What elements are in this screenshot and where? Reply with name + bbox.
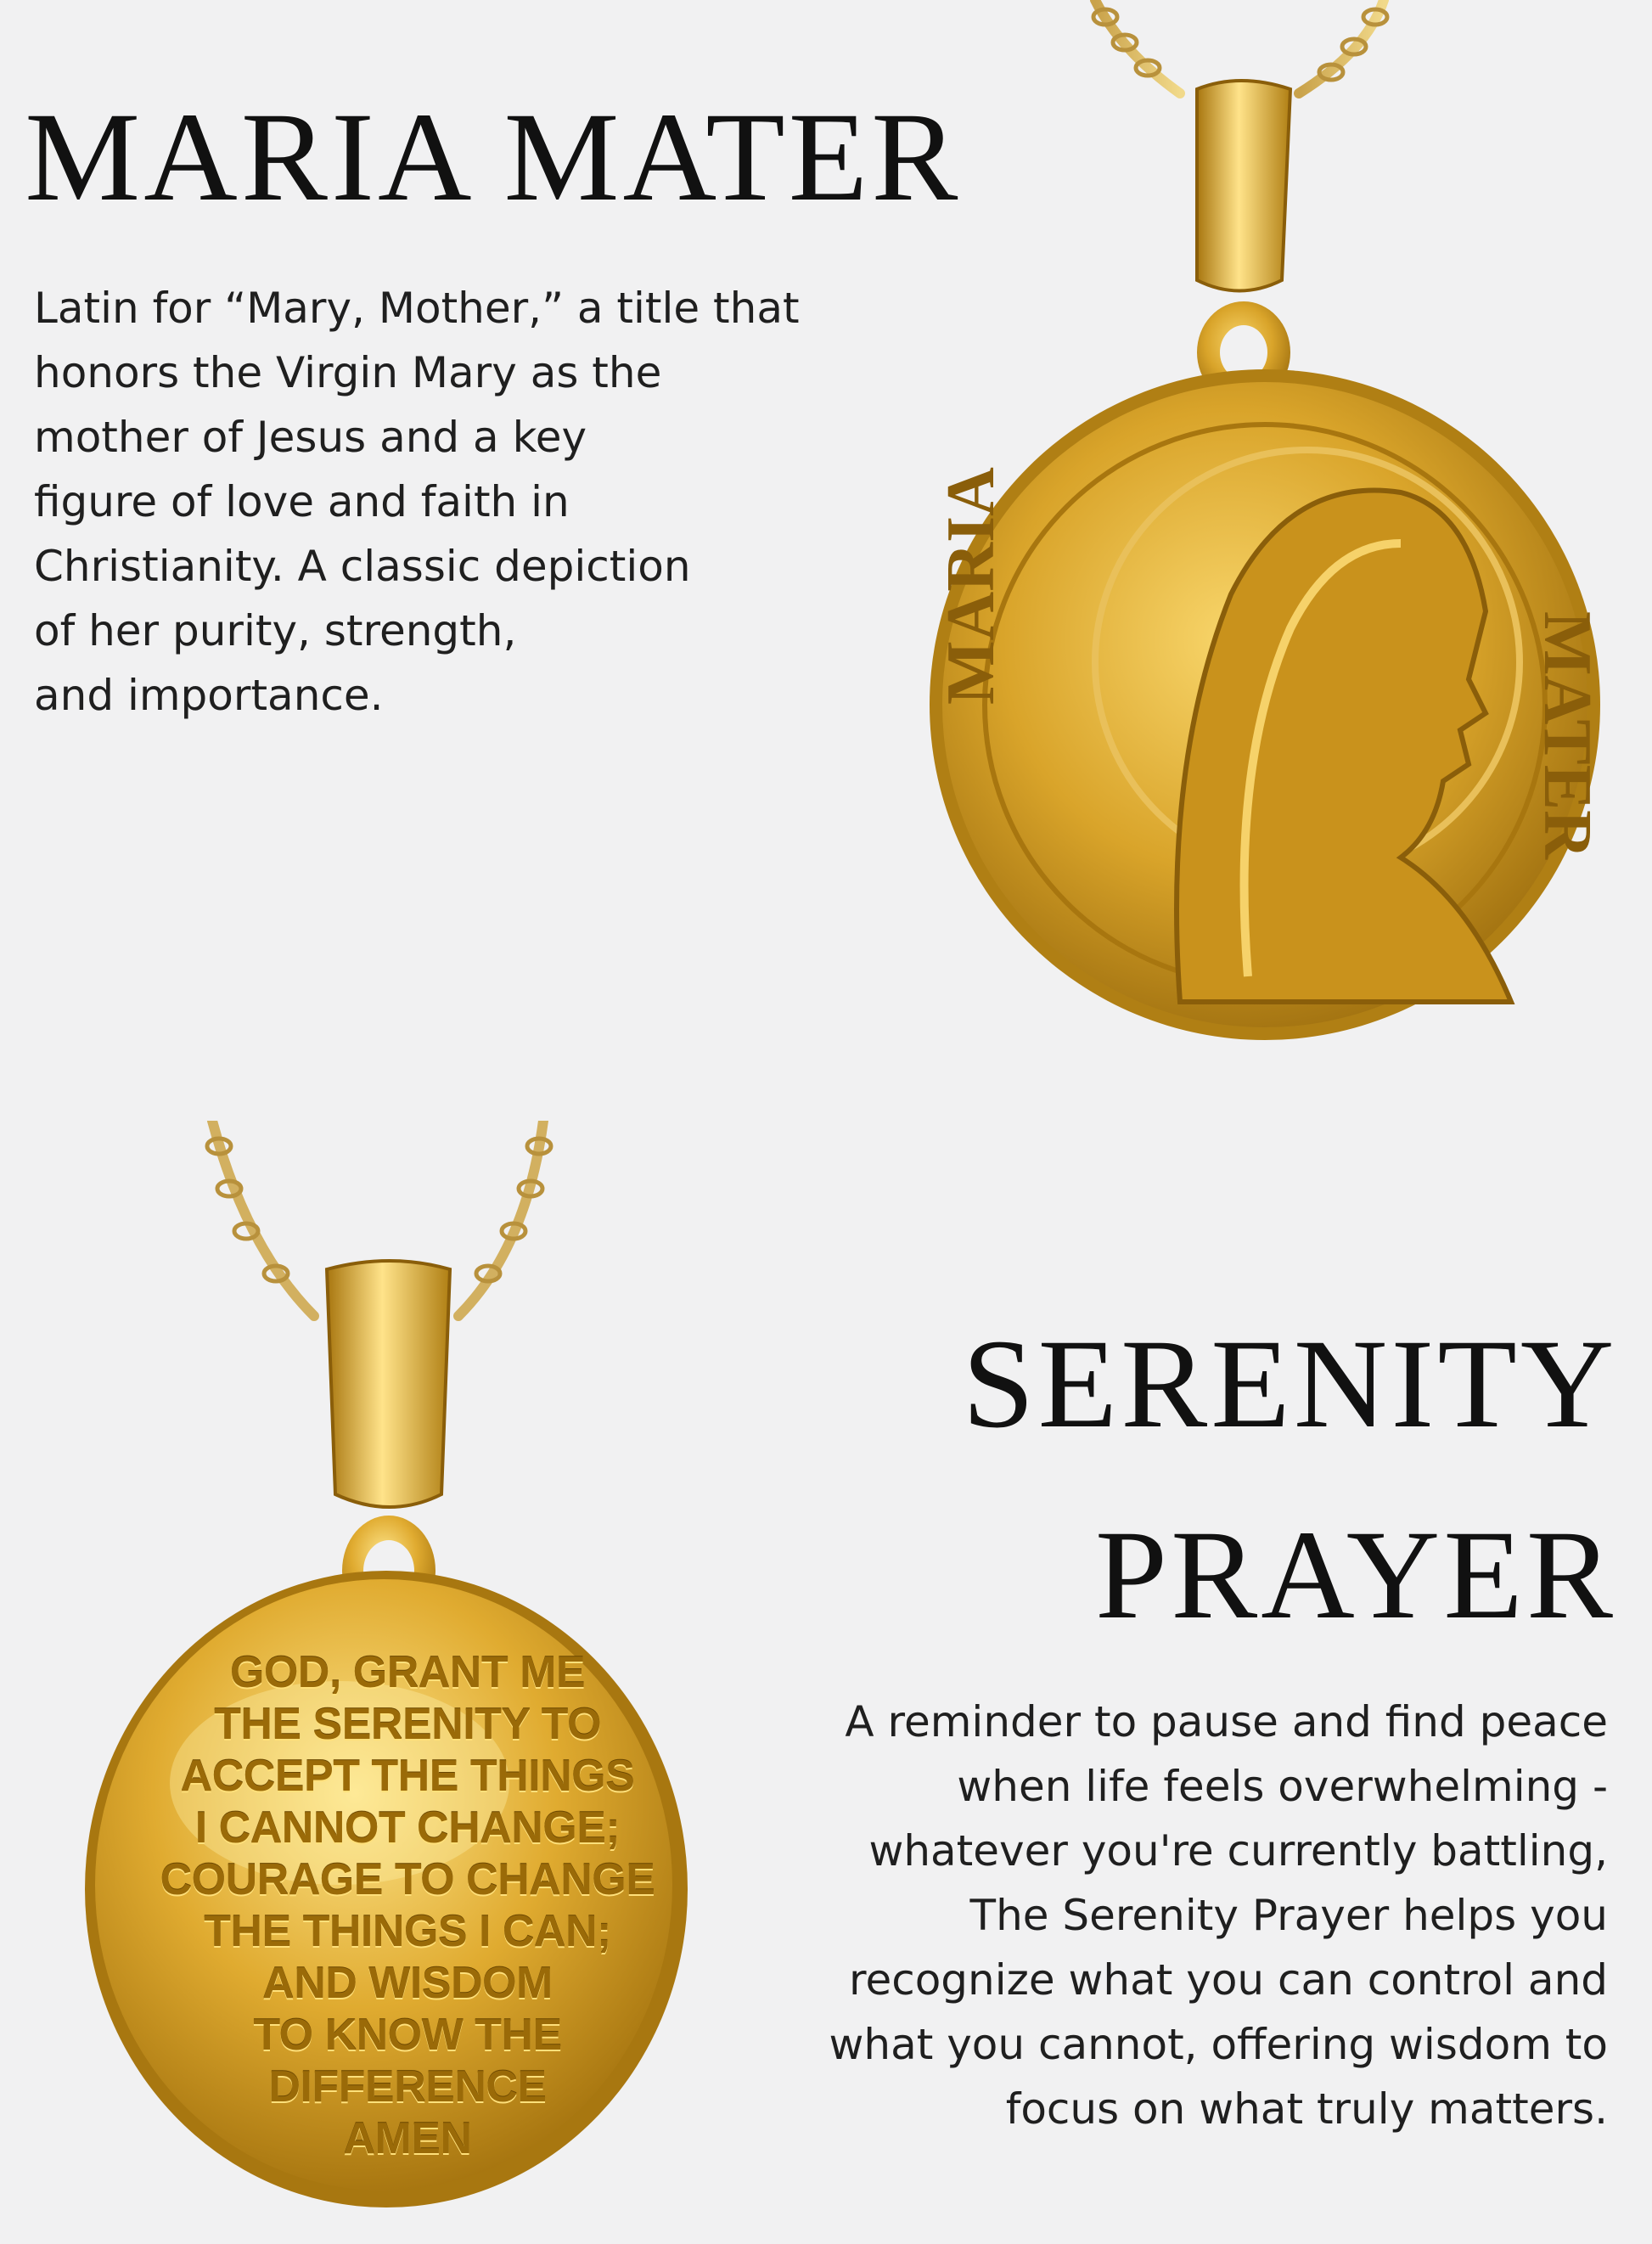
virgin-mary-pendant-image [925,0,1621,1074]
engraving-line: AMEN [343,2114,472,2163]
description-line: whatever you're currently battling, [868,1826,1608,1876]
serenity-prayer-description [759,1690,1608,2141]
serenity-prayer-pendant-image [85,1121,730,2241]
description-line: figure of love and faith in [34,477,570,526]
description-line: recognize what you can control and [849,1955,1608,2005]
description-line: Latin for “Mary, Mother,” a title that [34,284,800,333]
description-line: Christianity. A classic depiction [34,542,691,591]
engraving-line: DIFFERENCE [268,2062,547,2112]
engraving-line: TO KNOW THE [253,2011,562,2060]
description-line: The Serenity Prayer helps you [969,1891,1608,1940]
description-line: what you cannot, offering wisdom to [829,2020,1608,2069]
description-line: and importance. [34,671,384,720]
serenity-title-line2: PRAYER [1094,1504,1617,1645]
engraving-line: ACCEPT THE THINGS [180,1752,635,1801]
svg-text:MATER: MATER [1530,611,1604,859]
engraving-line: GOD, GRANT ME [229,1648,586,1697]
svg-text:MARIA: MARIA [934,467,1009,705]
serenity-prayer-engraving [119,1647,696,2165]
description-line: honors the Virgin Mary as the [34,348,662,397]
engraving-line: I CANNOT CHANGE; [194,1803,621,1853]
maria-mater-title: MARIA MATER [25,87,962,228]
engraving-line: COURAGE TO CHANGE [160,1855,655,1904]
maria-mater-description [34,276,866,728]
engraving-line: AND WISDOM [262,1959,553,2008]
description-line: A reminder to pause and find peace [845,1697,1608,1746]
serenity-title-line1: SERENITY [962,1313,1618,1454]
engraving-line: THE SERENITY TO [214,1700,601,1749]
description-line: mother of Jesus and a key [34,413,587,462]
virgin-mary-medallion-icon [925,0,1621,1074]
description-line: of her purity, strength, [34,606,517,655]
description-line: when life feels overwhelming - [957,1762,1608,1811]
description-line: focus on what truly matters. [1005,2084,1608,2134]
engraving-line: THE THINGS I CAN; [204,1907,611,1956]
